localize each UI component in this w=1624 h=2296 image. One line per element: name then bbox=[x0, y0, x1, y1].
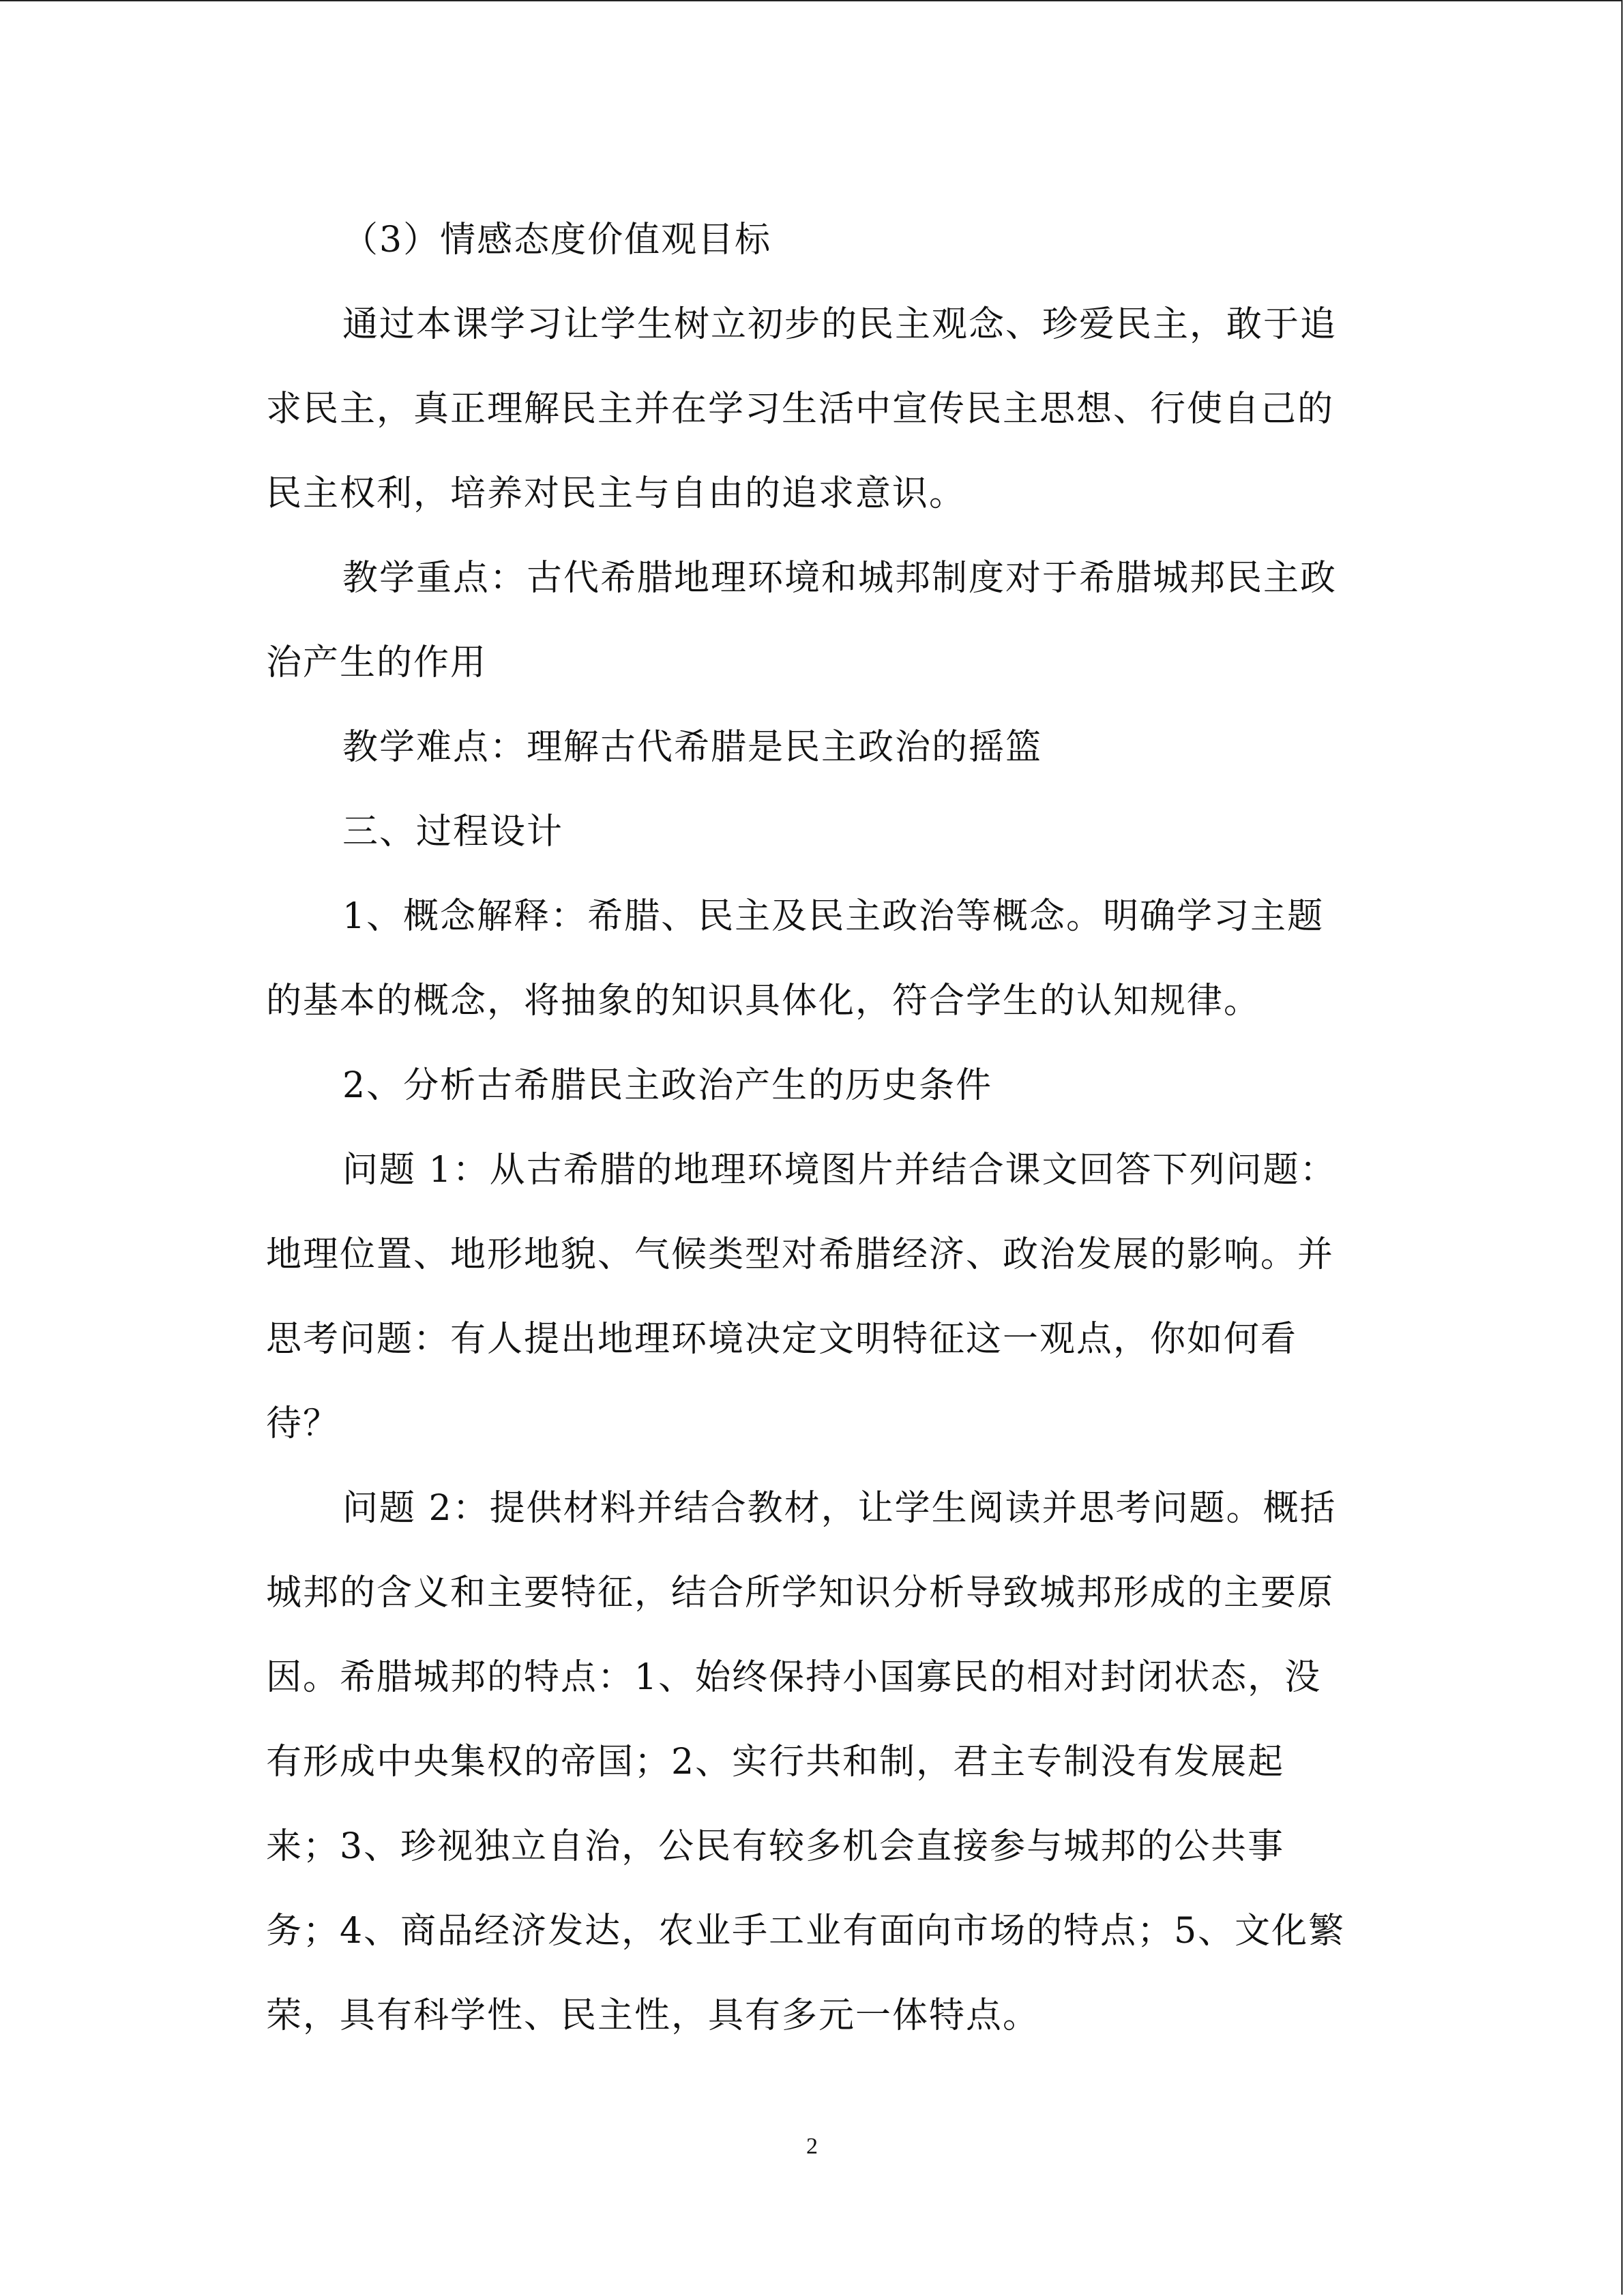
paragraph-line: 待？ bbox=[266, 1403, 340, 1444]
question-2-line: 问题 2：提供材料并结合教材，让学生阅读并思考问题。概括 bbox=[342, 1488, 1337, 1529]
paragraph-line: 求民主，真正理解民主并在学习生活中宣传民主思想、行使自己的 bbox=[266, 389, 1335, 430]
section-heading-process-design: 三、过程设计 bbox=[342, 811, 564, 852]
paragraph-line: 民主权利，培养对民主与自由的追求意识。 bbox=[266, 473, 966, 514]
teaching-difficulty-line: 教学难点：理解古代希腊是民主政治的摇篮 bbox=[342, 727, 1043, 768]
teaching-focus-line: 教学重点：古代希腊地理环境和城邦制度对于希腊城邦民主政 bbox=[342, 558, 1338, 599]
paragraph-line: 务；4、商品经济发达，农业手工业有面向市场的特点；5、文化繁 bbox=[266, 1911, 1346, 1952]
paragraph-line: 治产生的作用 bbox=[266, 642, 488, 683]
paragraph-line: 荣，具有科学性、民主性，具有多元一体特点。 bbox=[266, 1995, 1040, 2036]
paragraph-line: 通过本课学习让学生树立初步的民主观念、珍爱民主，敢于追 bbox=[342, 304, 1338, 345]
paragraph-line: 2、分析古希腊民主政治产生的历史条件 bbox=[342, 1065, 993, 1106]
question-1-line: 问题 1：从古希腊的地理环境图片并结合课文回答下列问题： bbox=[342, 1150, 1337, 1191]
paragraph-line: 的基本的概念，将抽象的知识具体化，符合学生的认知规律。 bbox=[266, 981, 1261, 1022]
paragraph-line: 因。希腊城邦的特点：1、始终保持小国寡民的相对封闭状态，没 bbox=[266, 1657, 1322, 1698]
page-number: 2 bbox=[806, 2134, 818, 2159]
paragraph-line: 1、概念解释：希腊、民主及民主政治等概念。明确学习主题 bbox=[342, 896, 1325, 937]
paragraph-line: 有形成中央集权的帝国；2、实行共和制，君主专制没有发展起 bbox=[266, 1742, 1285, 1783]
paragraph-line: 思考问题：有人提出地理环境决定文明特征这一观点，你如何看 bbox=[266, 1319, 1298, 1360]
paragraph-line: 城邦的含义和主要特征，结合所学知识分析导致城邦形成的主要原 bbox=[266, 1572, 1335, 1613]
paragraph-line: 地理位置、地形地貌、气候类型对希腊经济、政治发展的影响。并 bbox=[266, 1234, 1335, 1275]
paragraph-line: 来；3、珍视独立自治，公民有较多机会直接参与城邦的公共事 bbox=[266, 1826, 1285, 1867]
section-heading-affective-goals: （3）情感态度价值观目标 bbox=[342, 220, 772, 260]
